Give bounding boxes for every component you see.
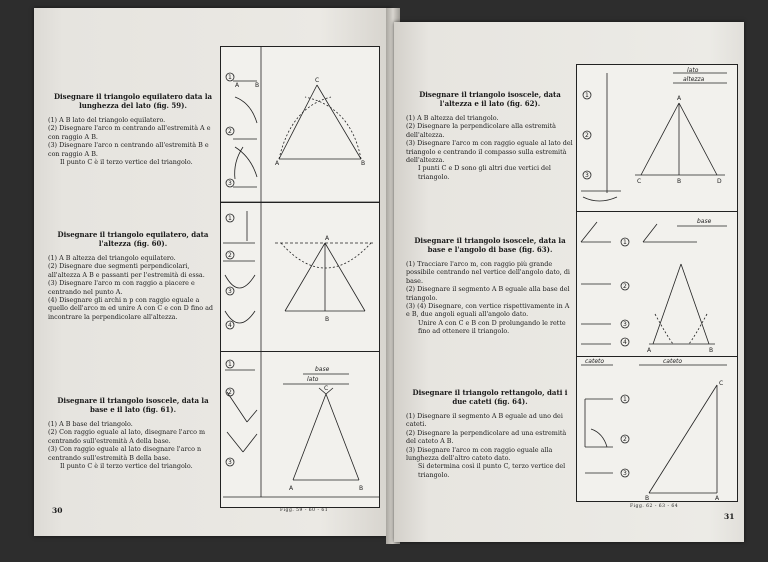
figure-caption: Figg. 62 - 63 - 64	[630, 504, 679, 509]
svg-text:B: B	[325, 316, 330, 323]
svg-text:1: 1	[228, 215, 232, 222]
instruction-line: (3) Disegnare l'arco m con raggio a piacere e centrando nel punto A.	[48, 279, 195, 296]
figure-caption: Figg. 59 - 60 - 61	[280, 508, 329, 513]
instruction-line: (2) Disegnare la perpendicolare alla estremità dell'altezza.	[406, 122, 556, 139]
section-title: Disegnare il triangolo isoscele, data la base e l'angolo di base (fig. 63).	[414, 236, 566, 254]
right-page	[394, 22, 744, 542]
section-title: Disegnare il triangolo isoscele, data l'altezza e il lato (fig. 62).	[419, 90, 561, 108]
svg-text:B: B	[361, 160, 366, 167]
svg-text:3: 3	[228, 180, 232, 187]
instruction-line: (1) A B altezza del triangolo equilatero.	[48, 254, 176, 262]
instruction-line: Unire A con C e B con D prolungando le rette fino ad ottenere il triangolo.	[418, 318, 566, 336]
section-fig-64	[406, 388, 574, 479]
page-number: 30	[52, 506, 63, 515]
svg-text:B: B	[709, 347, 714, 354]
svg-text:2: 2	[228, 389, 232, 396]
instruction-line: (2) Disegnare il segmento A B eguale alla base del triangolo.	[406, 285, 570, 302]
figure-62	[577, 65, 737, 211]
svg-text:B: B	[677, 178, 682, 185]
figure-60	[221, 203, 379, 351]
section-title: Disegnare il triangolo isoscele, data la base e il lato (fig. 61).	[57, 396, 209, 414]
svg-text:D: D	[717, 178, 722, 185]
instruction-line: (3) (4) Disegnare, con vertice rispettivamente in A e B, due angoli eguali all'angolo dato.	[406, 302, 570, 319]
figure-panel	[220, 46, 380, 508]
section-fig-63	[406, 236, 574, 336]
svg-text:2: 2	[228, 252, 232, 259]
instruction-line: Si determina così il punto C, terzo vertice del triangolo.	[418, 462, 566, 479]
instruction-line: (2) Disegnare l'arco m centrando all'estremità A e con raggio A B.	[48, 124, 211, 141]
instruction-line: (1) A B base del triangolo.	[48, 420, 133, 428]
section-title: Disegnare il triangolo equilatero, data l'altezza (fig. 60).	[57, 230, 209, 248]
svg-text:B: B	[645, 495, 650, 501]
figure-label: altezza	[683, 76, 705, 83]
svg-text:3: 3	[228, 459, 232, 466]
figure-64	[577, 357, 737, 501]
instruction-line: (2) Disegnare due segmenti perpendicolari, all'altezza A B e passanti per l'estremità di essa.	[48, 262, 205, 279]
section-fig-62	[406, 90, 574, 181]
svg-text:1: 1	[228, 74, 232, 81]
section-title: Disegnare il triangolo equilatero data la lunghezza del lato (fig. 59).	[53, 92, 213, 110]
svg-text:A: A	[647, 347, 652, 354]
section-title: Disegnare il triangolo rettangolo, dati i due cateti (fig. 64).	[412, 388, 568, 406]
svg-text:C: C	[324, 385, 329, 392]
svg-text:2: 2	[623, 283, 627, 290]
svg-text:A: A	[325, 235, 330, 242]
figure-label: lato	[307, 376, 319, 383]
svg-text:C: C	[315, 77, 320, 84]
figure-label: cateto	[663, 358, 683, 365]
instruction-line: I punti C e D sono gli altri due vertici del triangolo.	[418, 164, 551, 181]
svg-text:C: C	[637, 178, 642, 185]
svg-text:2: 2	[623, 436, 627, 443]
section-fig-60	[48, 230, 218, 321]
instruction-line: (4) Disegnare gli archi n p con raggio eguale a quello dell'arco m ed unire A con C e con D fino ad incontrare la perpendicolare all'altezza.	[48, 296, 213, 321]
instruction-line: Il punto C è il terzo vertice del triangolo.	[60, 158, 193, 167]
svg-text:B: B	[359, 485, 364, 492]
instruction-line: (1) A B altezza del triangolo.	[406, 114, 499, 122]
svg-text:3: 3	[585, 172, 589, 179]
instruction-line: (2) Disegnare la perpendicolare ad una estremità del cateto A B.	[406, 428, 567, 446]
instruction-line: (3) Disegnare l'arco n centrando all'estremità B e con raggio A B.	[48, 141, 209, 158]
figure-61	[221, 352, 379, 507]
left-page	[34, 8, 392, 536]
svg-text:3: 3	[623, 470, 627, 477]
svg-text:A: A	[275, 160, 280, 167]
svg-text:2: 2	[585, 132, 589, 139]
figure-label: lato	[687, 67, 699, 74]
instruction-line: (1) Disegnare il segmento A B eguale ad uno dei cateti.	[406, 412, 563, 429]
svg-text:1: 1	[623, 239, 627, 246]
instruction-line: (3) Con raggio eguale al lato disegnare l'arco n centrando sull'estremità B della base.	[48, 445, 202, 462]
svg-text:C: C	[719, 380, 724, 387]
svg-text:1: 1	[228, 361, 232, 368]
svg-text:A: A	[289, 485, 294, 492]
svg-text:1: 1	[623, 396, 627, 403]
figure-59	[221, 47, 379, 202]
svg-text:A: A	[715, 495, 720, 501]
svg-text:3: 3	[623, 321, 627, 328]
svg-text:2: 2	[228, 128, 232, 135]
svg-text:B: B	[255, 82, 260, 89]
figure-63	[577, 212, 737, 356]
instruction-line: (3) Disegnare l'arco m con raggio eguale al lato del triangolo e centrando il compasso sulla estremità dell'altezza.	[406, 139, 573, 165]
open-book	[28, 8, 750, 544]
instruction-line: (1) Tracciare l'arco m, con raggio più grande possibile centrando nel vertice dell'angolo dato, di base.	[406, 260, 570, 285]
svg-text:3: 3	[228, 288, 232, 295]
figure-label: base	[315, 366, 330, 373]
figure-panel	[576, 64, 738, 502]
svg-text:A: A	[677, 95, 682, 102]
figure-label: base	[697, 218, 712, 225]
page-number: 31	[724, 512, 735, 521]
instruction-line: (2) Con raggio eguale al lato, disegnare l'arco m centrando sull'estremità A della base.	[48, 428, 206, 445]
svg-text:4: 4	[623, 339, 627, 346]
instruction-line: (1) A B lato del triangolo equilatero.	[48, 116, 166, 124]
svg-text:A: A	[235, 82, 240, 89]
svg-text:4: 4	[228, 322, 232, 329]
figure-label: cateto	[585, 358, 605, 365]
instruction-line: Il punto C è il terzo vertice del triangolo.	[60, 462, 193, 471]
svg-text:1: 1	[585, 92, 589, 99]
instruction-line: (3) Disegnare l'arco m con raggio eguale alla lunghezza dell'altro cateto dato.	[406, 445, 553, 463]
section-fig-59	[48, 92, 218, 166]
section-fig-61	[48, 396, 218, 470]
